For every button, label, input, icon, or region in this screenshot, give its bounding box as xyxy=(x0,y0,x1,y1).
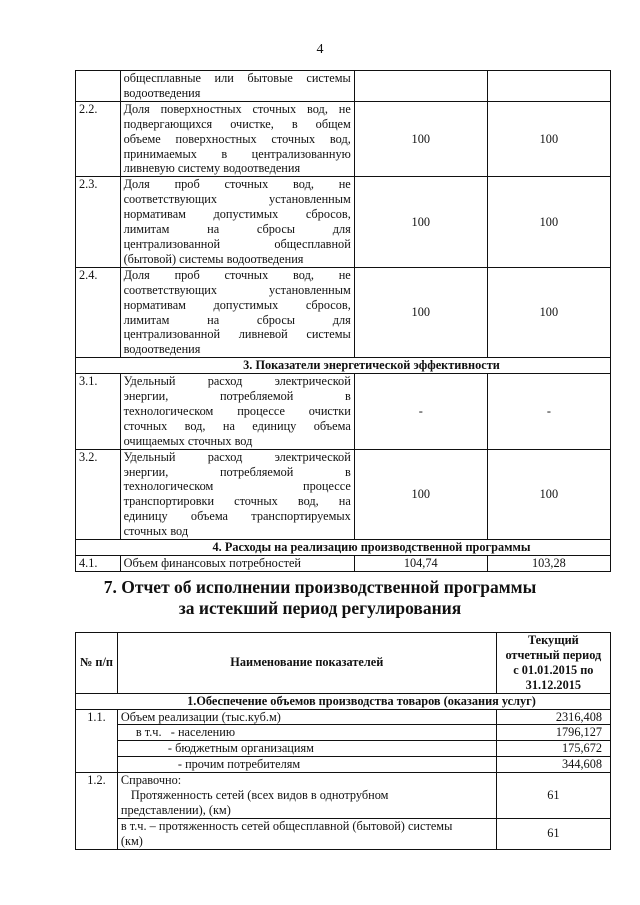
value-cell: 175,672 xyxy=(496,741,610,757)
value-cell: 1796,127 xyxy=(496,725,610,741)
table-row xyxy=(76,374,611,450)
report-table xyxy=(75,632,611,850)
section-heading: 4. Расходы на реализацию производственной программы xyxy=(76,540,611,556)
section-heading: 1.Обеспечение объемов производства товаров (оказания услуг) xyxy=(76,693,611,709)
table-row xyxy=(76,449,611,539)
page-number: 4 xyxy=(316,42,324,57)
table-row xyxy=(76,709,611,725)
value-cell: 100 xyxy=(487,177,610,267)
row-text-cell: Доля проб сточных вод, не соответствующих установленным нормативам допустимых сбросов, лимитам на сбросы для централизованной ливневой системы водоотведения xyxy=(120,267,354,357)
table-row xyxy=(76,556,611,572)
column-header-name: Наименование показателей xyxy=(117,633,496,694)
table-row xyxy=(76,101,611,177)
section-row xyxy=(76,358,611,374)
row-number-cell: 3.1. xyxy=(76,374,121,450)
section-row xyxy=(76,693,611,709)
section-title: 7. Отчет об исполнении производственной программы за истекший период регулирования xyxy=(103,577,537,618)
row-number-cell: 4.1. xyxy=(76,556,121,572)
value-cell: 100 xyxy=(487,267,610,357)
value-cell: 100 xyxy=(354,267,487,357)
row-text-cell: Объем финансовых потребностей xyxy=(120,556,354,572)
table-row xyxy=(76,741,611,757)
row-number-cell: 2.3. xyxy=(76,177,121,267)
table-row xyxy=(76,773,611,819)
row-number-cell: 3.2. xyxy=(76,449,121,539)
row-text-cell: - бюджетным организациям xyxy=(117,741,496,757)
row-text-cell: в т.ч. – протяженность сетей общесплавной (бытовой) системы (км) xyxy=(117,818,496,849)
value-cell: - xyxy=(487,374,610,450)
row-number-cell: 1.1. xyxy=(76,709,118,773)
row-text-cell: Удельный расход электрической энергии, потребляемой в технологическом процессе очистки сточных вод, на единицу объема очищаемых сточных вод xyxy=(120,374,354,450)
row-text-cell: Доля проб сточных вод, не соответствующих установленным нормативам допустимых сбросов, лимитам на сбросы для централизованной общесплавной (бытовой) системы водоотведения xyxy=(120,177,354,267)
row-text-cell: в т.ч. - населению xyxy=(117,725,496,741)
table-row xyxy=(76,818,611,849)
value-cell: 344,608 xyxy=(496,757,610,773)
table-row xyxy=(76,177,611,267)
section-heading: 3. Показатели энергетической эффективности xyxy=(76,358,611,374)
section-row xyxy=(76,540,611,556)
value-cell: 2316,408 xyxy=(496,709,610,725)
row-text-cell: Доля поверхностных сточных вод, не подвергающихся очистке, в общем объеме поверхностных сточных вод, принимаемых в централизованную ливневую систему водоотведения xyxy=(120,101,354,177)
value-cell: 103,28 xyxy=(487,556,610,572)
value-cell: 61 xyxy=(496,818,610,849)
value-cell: 100 xyxy=(354,101,487,177)
row-text-cell: общесплавные или бытовые системы водоотведения xyxy=(120,71,354,102)
table-row xyxy=(76,71,611,102)
table-row xyxy=(76,725,611,741)
value-cell: 100 xyxy=(487,101,610,177)
value-cell: 61 xyxy=(496,773,610,819)
row-text-cell: Удельный расход электрической энергии, потребляемой в технологическом процессе транспортировки сточных вод, на единицу объема транспортируемых сточных вод xyxy=(120,449,354,539)
table-row xyxy=(76,267,611,357)
value-cell: 100 xyxy=(354,449,487,539)
value-cell: 100 xyxy=(487,449,610,539)
row-number-cell: 2.4. xyxy=(76,267,121,357)
column-header-period: Текущий отчетный период с 01.01.2015 по 31.12.2015 xyxy=(496,633,610,694)
column-header-number: № п/п xyxy=(76,633,118,694)
row-number-cell xyxy=(76,71,121,102)
header-row xyxy=(76,633,611,694)
row-number-cell: 2.2. xyxy=(76,101,121,177)
value-cell: 100 xyxy=(354,177,487,267)
row-text-cell: Объем реализации (тыс.куб.м) xyxy=(117,709,496,725)
value-cell: 104,74 xyxy=(354,556,487,572)
indicators-table xyxy=(75,70,611,572)
row-text-cell: Справочно: Протяженность сетей (всех видов в однотрубном представлении), (км) xyxy=(117,773,496,819)
row-number-cell: 1.2. xyxy=(76,773,118,850)
value-cell: - xyxy=(354,374,487,450)
row-text-cell: - прочим потребителям xyxy=(117,757,496,773)
table-row xyxy=(76,757,611,773)
